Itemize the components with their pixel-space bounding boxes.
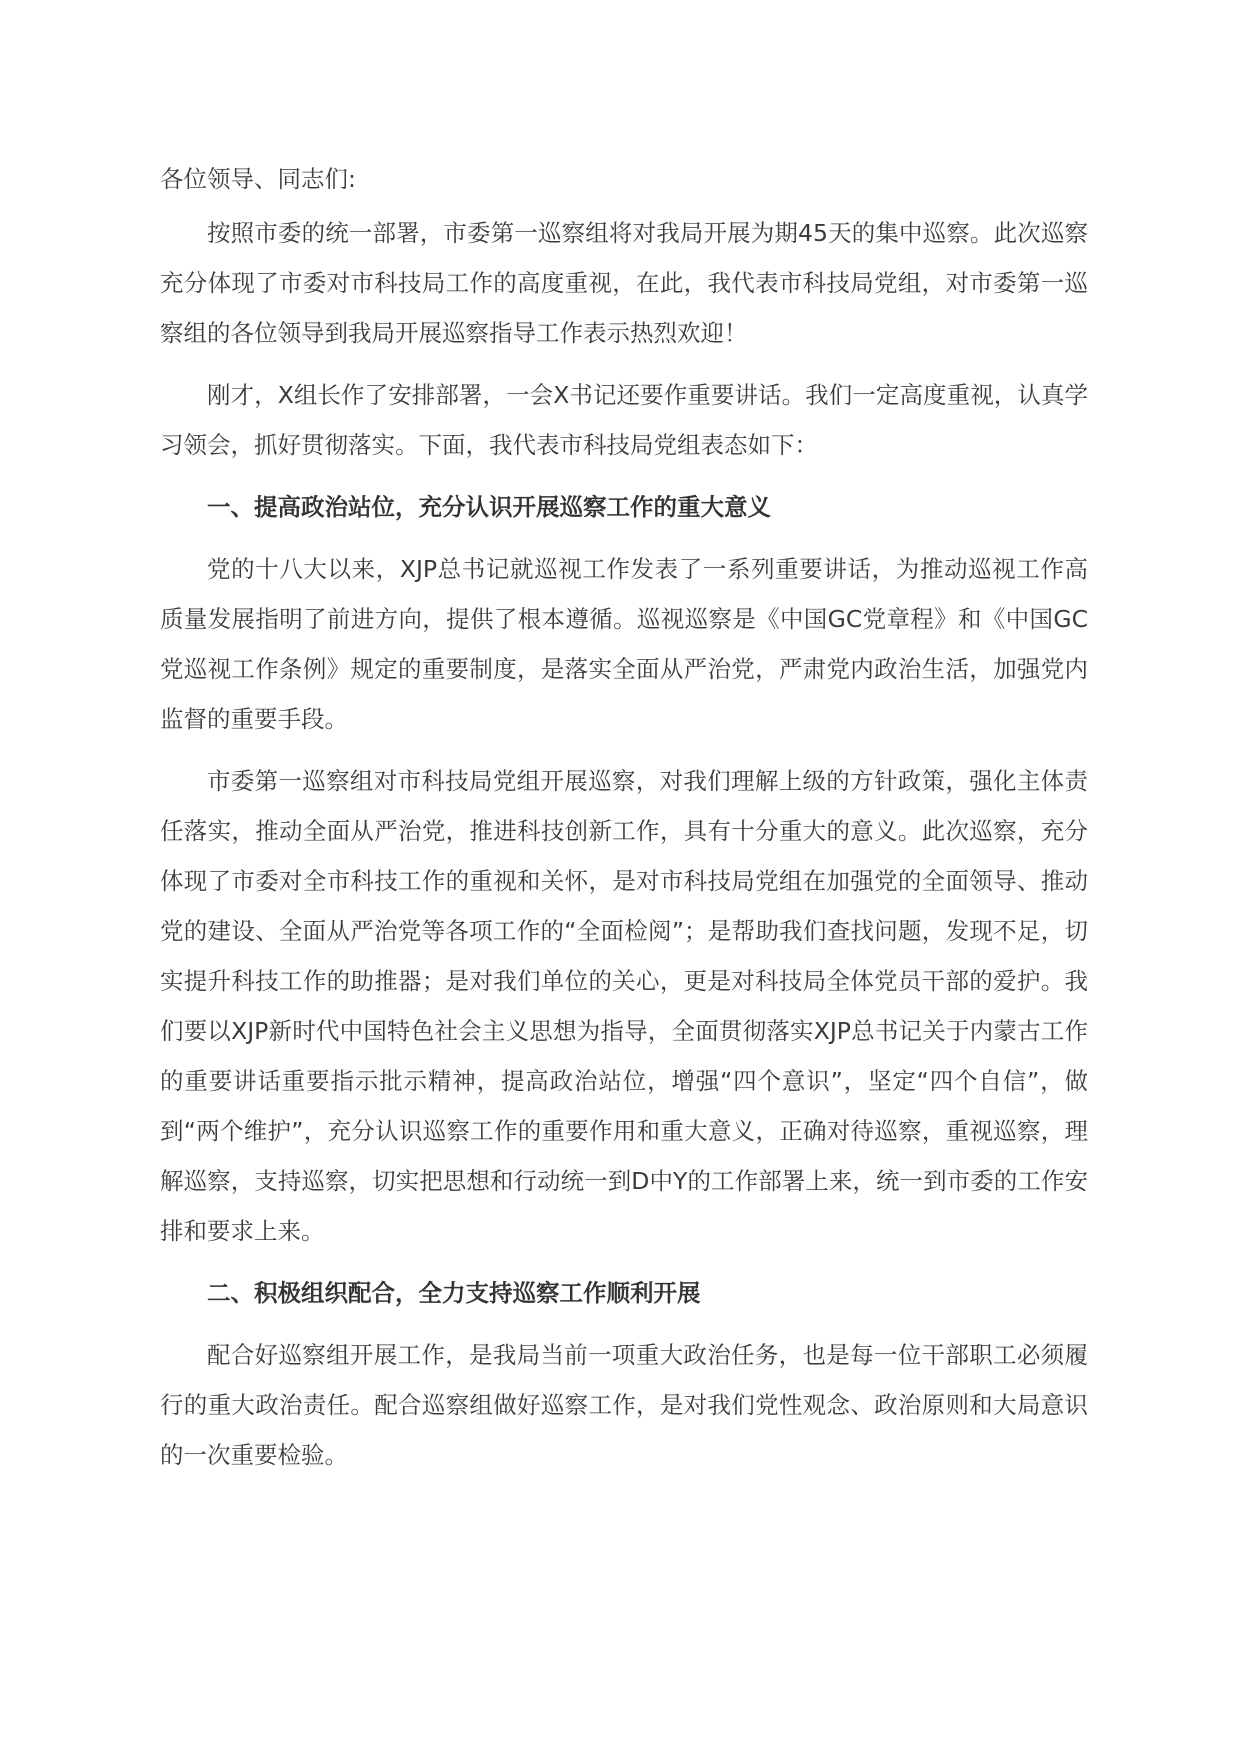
paragraph-statement-intro: 刚才，X组长作了安排部署，一会X书记还要作重要讲话。我们一定高度重视，认真学习领会，抓好贯彻落实。下面，我代表市科技局党组表态如下： — [160, 381, 1088, 459]
greeting: 各位领导、同志们: — [160, 165, 356, 193]
paragraph-welcome: 按照市委的统一部署，市委第一巡察组将对我局开展为期45天的集中巡察。此次巡察充分体现了市委对市科技局工作的高度重视，在此，我代表市科技局党组，对市委第一巡察组的各位领导到我局开展巡察指导工作表示热烈欢迎！ — [160, 219, 1088, 347]
paragraph-inspection-system: 党的十八大以来，XJP总书记就巡视工作发表了一系列重要讲话，为推动巡视工作高质量发展指明了前进方向，提供了根本遵循。巡视巡察是《中国GC党章程》和《中国GC党巡视工作条例》规定的重要制度，是落实全面从严治党，严肃党内政治生活，加强党内监督的重要手段。 — [160, 555, 1088, 733]
document-page — [160, 154, 1088, 1492]
paragraph-cooperation: 配合好巡察组开展工作，是我局当前一项重大政治任务，也是每一位干部职工必须履行的重大政治责任。配合巡察组做好巡察工作，是对我们党性观念、政治原则和大局意识的一次重要检验。 — [160, 1341, 1088, 1469]
section-heading-2: 二、积极组织配合，全力支持巡察工作顺利开展 — [207, 1279, 701, 1307]
paragraph-inspection-significance: 市委第一巡察组对市科技局党组开展巡察，对我们理解上级的方针政策，强化主体责任落实，推动全面从严治党，推进科技创新工作，具有十分重大的意义。此次巡察，充分体现了市委对全市科技工作的重视和关怀，是对市科技局党组在加强党的全面领导、推动党的建设、全面从严治党等各项工作的“全面检阅”；是帮助我们查找问题，发现不足，切实提升科技工作的助推器；是对我们单位的关心，更是对科技局全体党员干部的爱护。我们要以XJP新时代中国特色社会主义思想为指导，全面贯彻落实XJP总书记关于内蒙古工作的重要讲话重要指示批示精神，提高政治站位，增强“四个意识”，坚定“四个自信”，做到“两个维护”，充分认识巡察工作的重要作用和重大意义，正确对待巡察，重视巡察，理解巡察，支持巡察，切实把思想和行动统一到D中Y的工作部署上来，统一到市委的工作安排和要求上来。 — [160, 767, 1088, 1245]
section-heading-1: 一、提高政治站位，充分认识开展巡察工作的重大意义 — [207, 493, 771, 521]
